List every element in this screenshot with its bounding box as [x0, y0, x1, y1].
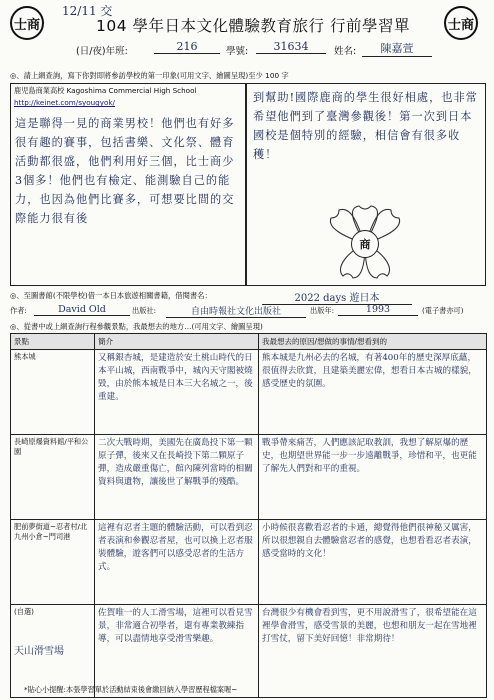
school-logo-left: 士商 — [10, 6, 44, 40]
intro-cell[interactable]: 二次大戰時期，美國先在廣島投下第一顆原子彈，後來又在長崎投下第二顆原子彈，造成嚴重傷亡，館內陳列當時的相關資料與遺物，讓後世了解戰爭的殘酷。 — [98, 438, 253, 487]
itinerary-table — [10, 333, 487, 698]
reason-cell[interactable]: 戰爭帶來痛苦，人們應該記取教訓，我想了解原爆的歷史，也期望世界能一步一步遠離戰爭，珍惜和平，也更能了解先人們對和平的重視。 — [262, 438, 477, 474]
reason-cell[interactable]: 台灣很少有機會看到雪，更不用說滑雪了，很希望能在這裡學會滑雪，感受雪景的美麗，也想和朋友一起在雪地裡打雪仗，留下美好回憶！非常期待！ — [262, 608, 477, 644]
publisher-label: 出版社: — [132, 306, 156, 315]
q3-instruction: ◎、從書中或上網查詢行程參觀景點，我最想去的地方…(可用文字、繪圖呈現) — [10, 322, 263, 331]
author-label: 作者: — [10, 306, 27, 315]
school-link[interactable]: http://keinet.com/syougyok/ — [14, 98, 115, 107]
table-header-row — [11, 334, 487, 350]
table-row — [11, 605, 487, 698]
q1-answer-right[interactable]: 到幫助!國際鹿商的學生很好相處，也非常希望他們到了臺灣參觀後！第一次到日本國校是個特別的經驗，相信會有很多收穫！ — [253, 91, 478, 161]
name-label: 姓名: — [334, 46, 357, 57]
submission-date-note: 12/11 交 — [62, 4, 113, 18]
publisher-field[interactable]: 自由時報社文化出版社 — [166, 304, 306, 318]
table-row — [11, 435, 487, 520]
header-intro: 簡介 — [95, 334, 259, 350]
name-field[interactable]: 陳嘉萱 — [362, 40, 432, 57]
place-cell: 熊本城 — [11, 350, 95, 435]
school-name: 鹿児島商業高校 Kagoshima Commercial High School — [14, 86, 197, 95]
book-title-field[interactable]: 2022 days 遊日本 — [262, 289, 412, 305]
seat-label: 學號: — [226, 46, 249, 57]
school-logo-right: 士商 — [444, 6, 478, 40]
table-row — [11, 520, 487, 605]
footer-note: *貼心小提醒:本張學習單於活動結束後會繳回納入學習歷程檔案喔~ — [24, 685, 238, 694]
class-label: (日/夜)年班: — [76, 46, 128, 57]
q1-left-box — [10, 83, 246, 286]
intro-cell[interactable]: 又稱銀杏城，是建造於安土桃山時代的日本平山城，西南戰爭中，城內天守閣被燒毀，由於熊本城是日本三大名城之一，後重建。 — [98, 353, 253, 402]
intro-cell[interactable]: 這裡有忍者主題的體驗活動，可以看到忍者表演和參觀忍者屋，也可以換上忍者服裝體驗，遊客們可以感受忍者的生活方式。 — [98, 523, 253, 572]
year-label: 出版年: — [310, 306, 334, 315]
class-field[interactable]: 216 — [154, 40, 220, 54]
chosen-place-field[interactable]: 天山滑雪場 — [14, 646, 64, 657]
school-badge-drawing: 商 — [351, 230, 379, 258]
student-id-field[interactable]: 31634 — [256, 40, 326, 54]
header-reason: 我最想去的原因/想做的事情/想看到的 — [259, 334, 487, 350]
reason-cell[interactable]: 熊本城是九州必去的名城，有著400年的歷史深厚底蘊，很值得去欣賞，且建築美麗宏偉，想看日本古城的樣貌，感受歷史的氛圍。 — [262, 353, 477, 389]
page-title: 104 學年日本文化體驗教育旅行 行前學習單 — [96, 17, 410, 35]
q1-right-box — [246, 83, 486, 286]
place-cell: 肥前夢街道~忍者村/北九州小倉~門司港 — [11, 520, 95, 605]
author-field[interactable]: David Old — [34, 304, 130, 316]
intro-cell[interactable]: 佐賀唯一的人工滑雪場，這裡可以看見雪景，非常適合初學者，還有專業教練指導，可以盡情地享受滑雪樂趣。 — [98, 608, 253, 644]
q1-instruction: ◎、請上網查詢，寫下你對即將參訪學校的第一印象(可用文字、繪圖呈現)至少 100 字 — [10, 71, 289, 80]
q2-instruction: ◎、至圖書館(不限學校)借一本日本旅遊相關書籍，借閱書名： — [10, 291, 212, 300]
table-row — [11, 350, 487, 435]
year-field[interactable]: 1993 — [338, 304, 418, 316]
place-cell: 長崎原爆資料館/平和公園 — [11, 435, 95, 520]
ebook-note: (電子書亦可) — [422, 306, 464, 315]
place-cell-label: (自選) — [14, 607, 34, 616]
reason-cell[interactable]: 小時候很喜歡看忍者的卡通，總覺得他們很神秘又厲害，所以很想親自去體驗當忍者的感覺，也想看看忍者表演，感受當時的文化！ — [262, 523, 477, 559]
q1-answer-left[interactable]: 這是聯得一見的商業男校！他們也有好多很有趣的賽事，包括書樂、文化祭、體育活動都很盛，他們利用好三個，比士商少3個多！他們也有檢定、能測驗自己的能力，也因為他們比賽多，可想要比間的交際能力很有後 — [15, 117, 235, 225]
header-place: 景點 — [11, 334, 95, 350]
